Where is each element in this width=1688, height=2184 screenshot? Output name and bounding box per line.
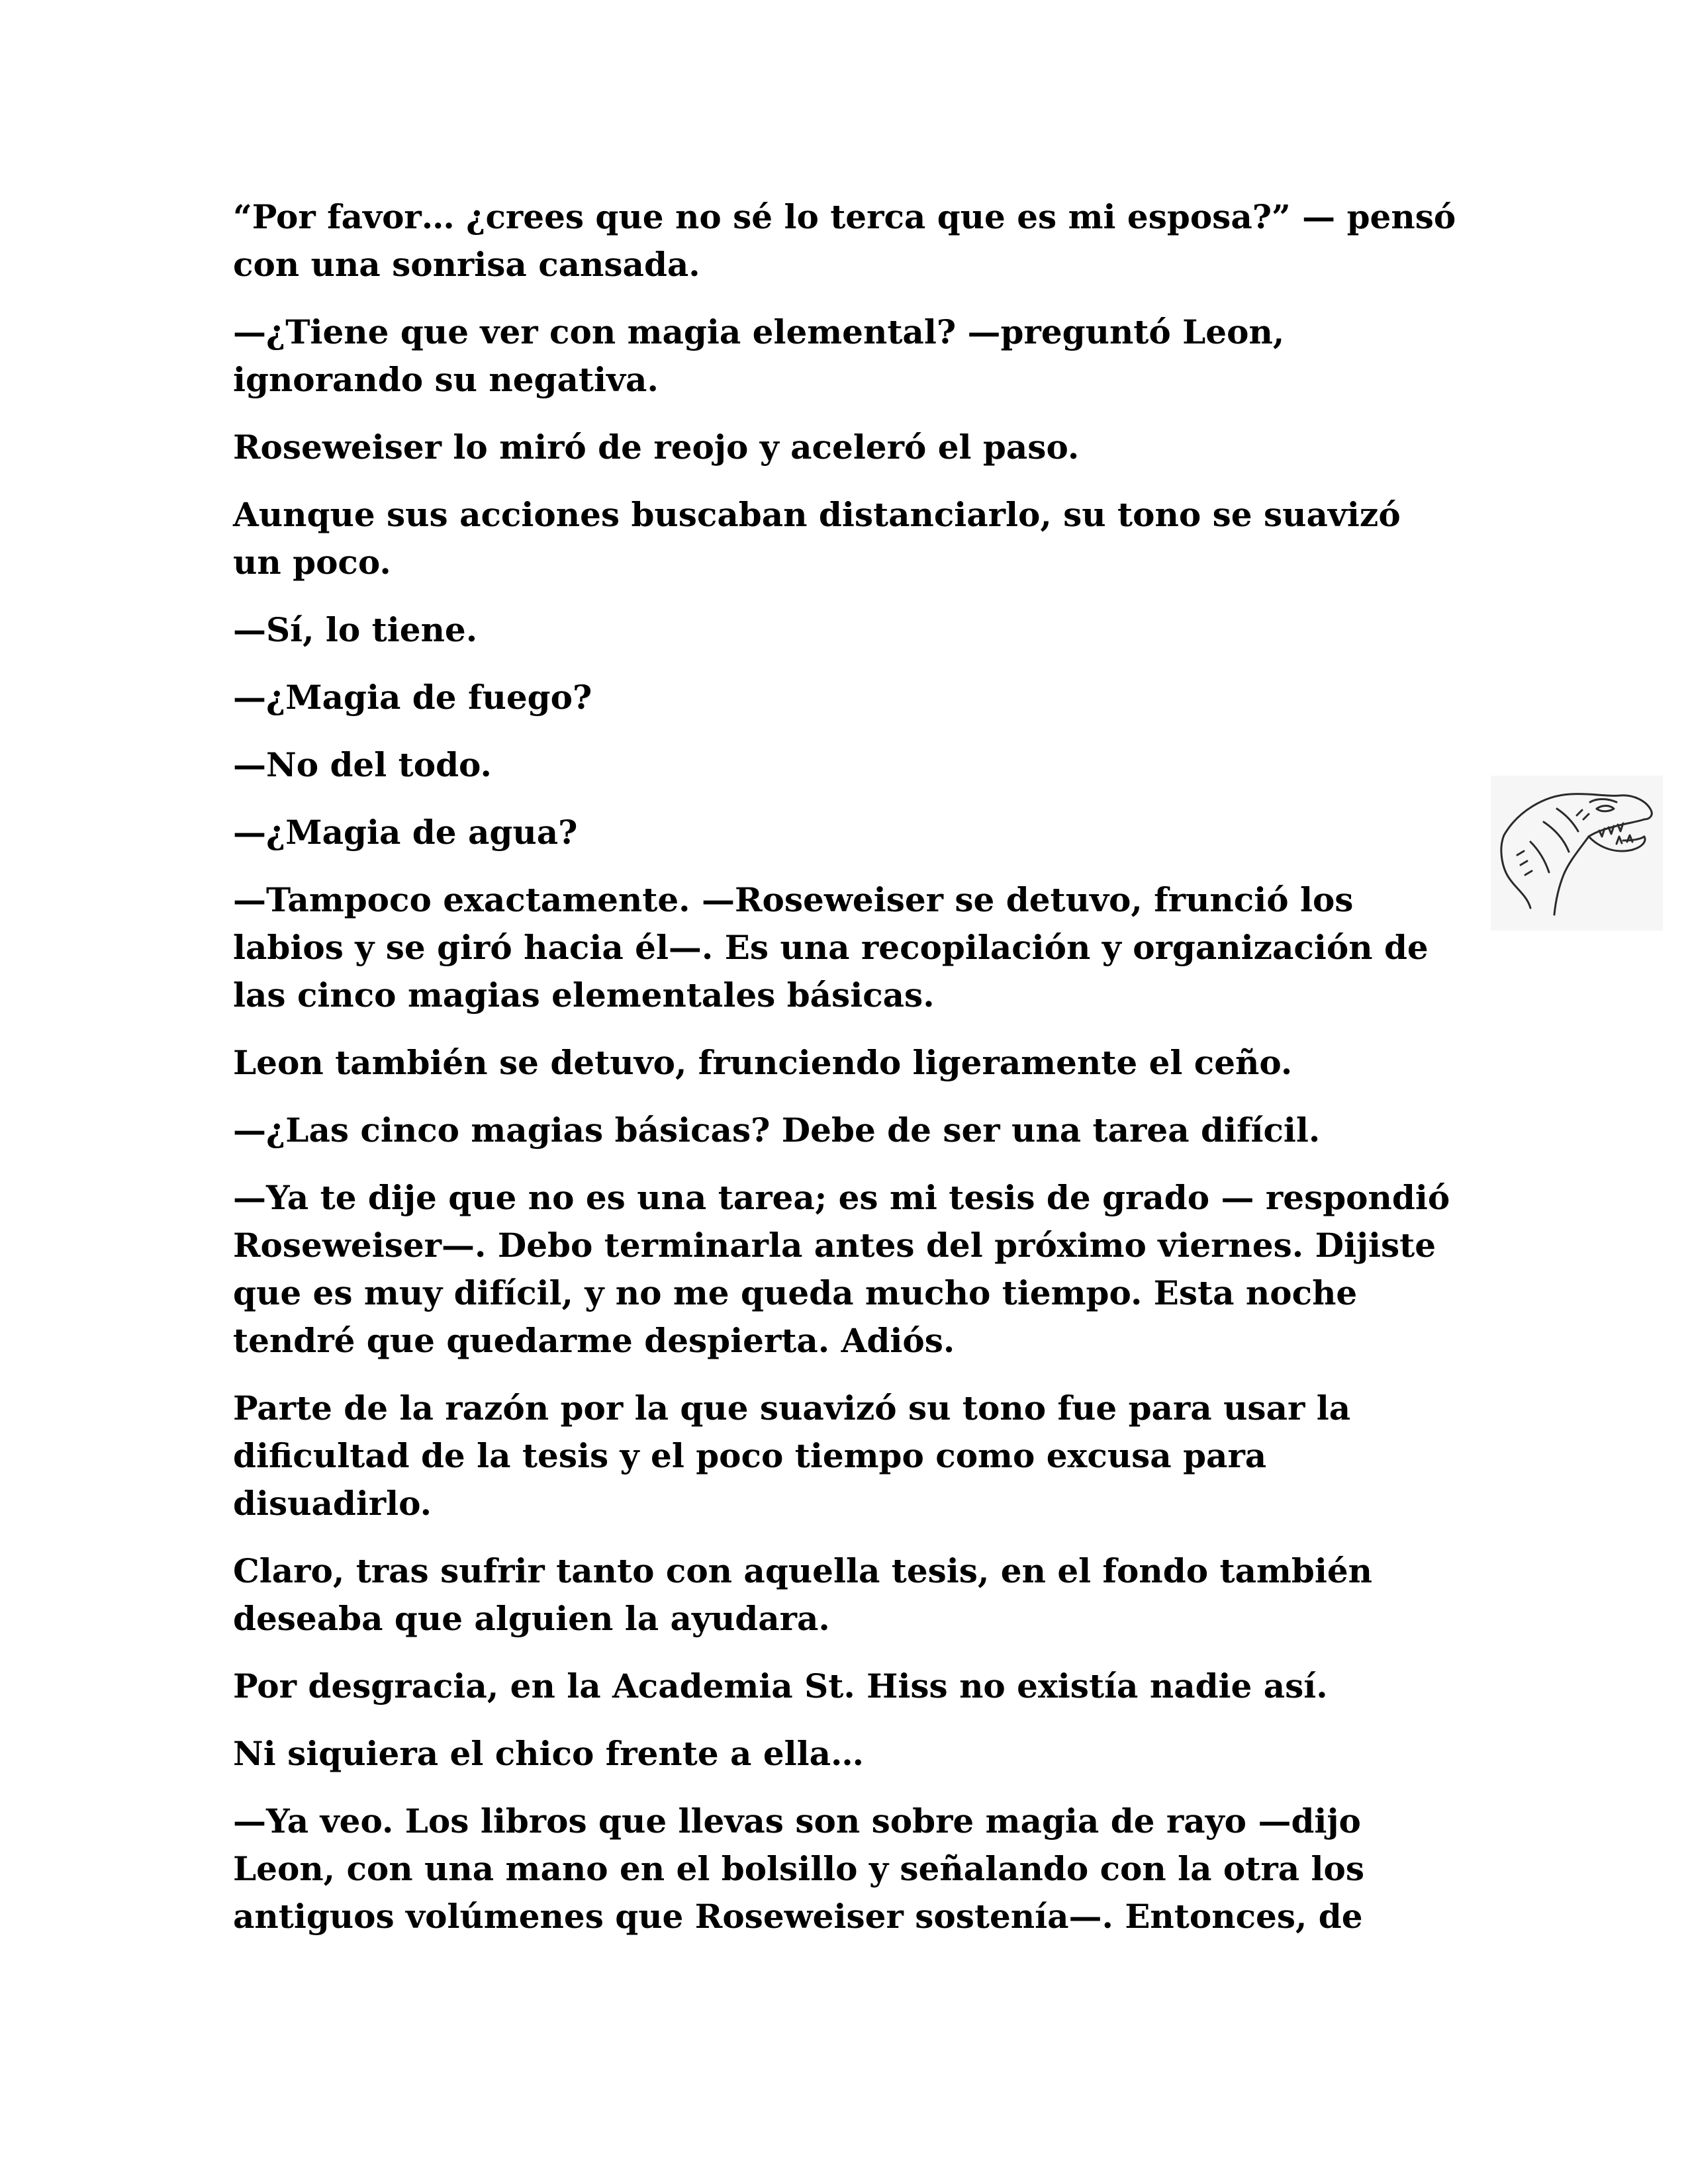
dinosaur-head-sketch-icon [1491, 776, 1663, 931]
paragraph-10: Leon también se detuvo, frunciendo ligeramente el ceño. [233, 1043, 1293, 1082]
body-text [233, 193, 1458, 1960]
paragraph-12: —Ya te dije que no es una tarea; es mi tesis de grado — respondió Roseweiser—. Debo terminarla antes del próximo viernes. Dijiste que es muy difícil, y no me queda mucho tiempo. Esta noche tendré que quedarme despierta. Adiós. [233, 1178, 1450, 1360]
paragraph-14: Claro, tras sufrir tanto con aquella tesis, en el fondo también deseaba que alguien la ayudara. [233, 1551, 1372, 1638]
paragraph-4: Aunque sus acciones buscaban distanciarlo, su tono se suavizó un poco. [233, 495, 1401, 582]
paragraph-9: —Tampoco exactamente. —Roseweiser se detuvo, frunció los labios y se giró hacia él—. Es una recopilación y organización de las cinco magias elementales básicas. [233, 880, 1429, 1015]
paragraph-8: —¿Magia de agua? [233, 813, 578, 852]
paragraph-5: —Sí, lo tiene. [233, 610, 478, 649]
paragraph-7: —No del todo. [233, 745, 492, 784]
paragraph-13: Parte de la razón por la que suavizó su tono fue para usar la dificultad de la tesis y el poco tiempo como excusa para disuadirlo. [233, 1388, 1351, 1523]
paragraph-1: “Por favor… ¿crees que no sé lo terca que es mi esposa?” — pensó con una sonrisa cansada. [233, 197, 1456, 284]
paragraph-6: —¿Magia de fuego? [233, 678, 592, 717]
paragraph-2: —¿Tiene que ver con magia elemental? —preguntó Leon, ignorando su negativa. [233, 312, 1285, 399]
paragraph-17: —Ya veo. Los libros que llevas son sobre magia de rayo —dijo Leon, con una mano en el bolsillo y señalando con la otra los antiguos volúmenes que Roseweiser sostenía—. Entonces, de [233, 1801, 1365, 1936]
paragraph-3: Roseweiser lo miró de reojo y aceleró el paso. [233, 428, 1080, 467]
paragraph-16: Ni siquiera el chico frente a ella… [233, 1734, 865, 1773]
paragraph-15: Por desgracia, en la Academia St. Hiss no existía nadie así. [233, 1666, 1328, 1706]
paragraph-11: —¿Las cinco magias básicas? Debe de ser una tarea difícil. [233, 1111, 1321, 1150]
